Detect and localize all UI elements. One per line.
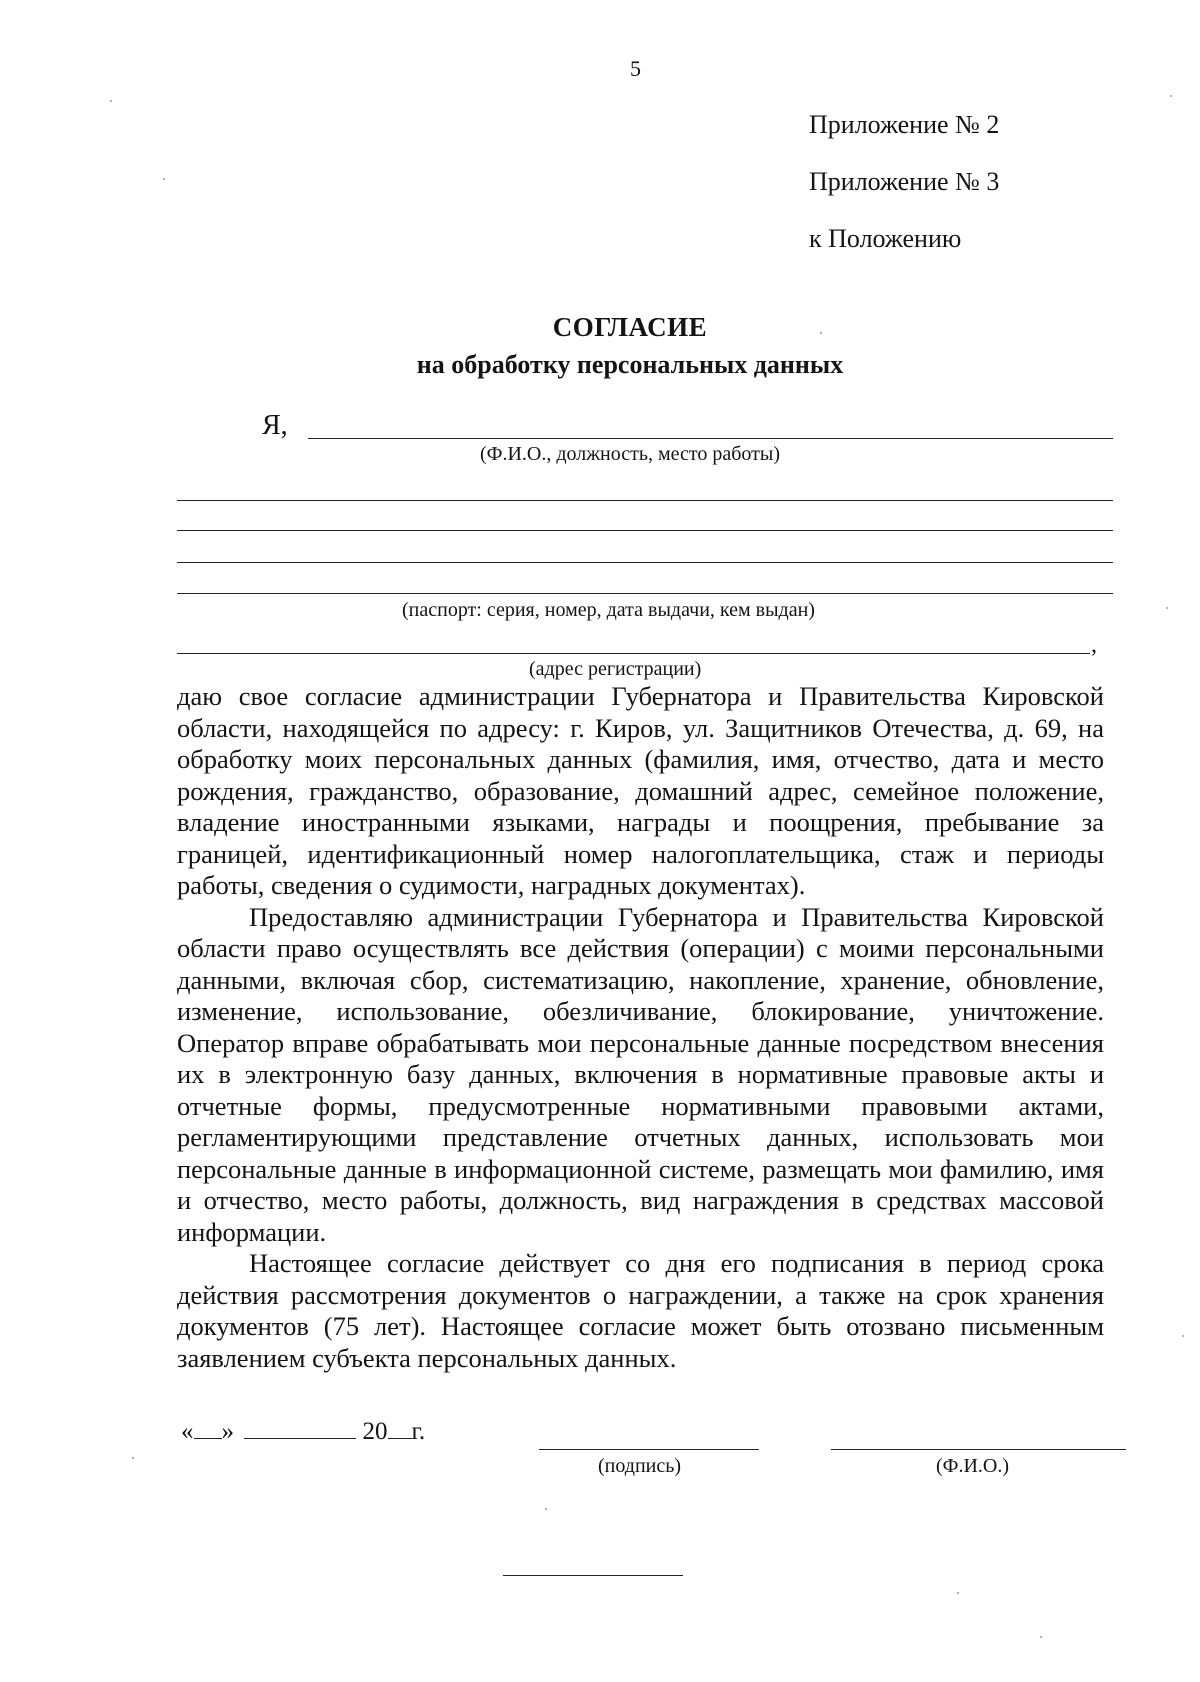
passport-line-1[interactable] [177,530,1113,531]
passport-line-3[interactable] [177,593,1113,594]
end-divider [503,1575,683,1576]
scan-speck [957,1592,959,1594]
consent-paragraph-2: Предоставляю администрации Губернатора и Правительства Кировской области право осуществлять все действия (операции) с моими персональными данными, включая сбор, систематизацию, накопление, хранение, обновление, изменение, использование, обезличивание, блокирование, уничтожение. Оператор вправе обрабатывать мои персональные данные посредством внесения их в электронную базу данных, включения в нормативные правовые акты и отчетные формы, предусмотренные нормативными правовыми актами, регламентирующими представление отчетных данных, использовать мои персональные данные в информационной системе, размещать мои фамилию, имя и отчество, место работы, должность, вид награждения в средствах массовой информации. [177,901,1104,1247]
month-blank[interactable] [244,1437,356,1439]
document-title: СОГЛАСИЕ [552,312,708,342]
fio-input-line[interactable] [308,438,1113,439]
appendix-line-1: Приложение № 2 [809,110,1000,139]
quote-open: « [181,1418,194,1445]
fio-continuation-line[interactable] [177,500,1113,501]
address-caption: (адрес регистрации) [529,658,702,680]
signature-fio-line[interactable] [831,1449,1126,1450]
year-suffix: г. [411,1418,426,1445]
quote-close: » [221,1418,234,1445]
passport-line-2[interactable] [177,562,1113,563]
scan-speck [1170,95,1172,97]
signature-caption: (подпись) [598,1455,682,1477]
year-blank[interactable] [388,1437,412,1439]
scan-speck [820,332,822,334]
consent-paragraph-1: даю свое согласие администрации Губернатора и Правительства Кировской области, находящейся по адресу: г. Киров, ул. Защитников Отечества, д. 69, на обработку моих персональных данных (фамилия, имя, отчество, дата и место рождения, гражданство, образование, домашний адрес, семейное положение, владение иностранными языками, награды и поощрения, пребывание за границей, идентификационный номер налогоплательщика, стаж и периоды работы, сведения о судимости, наградных документах). [177,681,1104,900]
appendix-line-3: к Положению [809,224,962,253]
address-line[interactable] [177,653,1090,654]
consent-body [177,681,1104,1374]
day-blank[interactable] [194,1437,222,1439]
signature-line[interactable] [539,1449,759,1450]
scan-speck [1182,1335,1184,1337]
page-number: 5 [630,56,641,81]
consent-paragraph-3: Настоящее согласие действует со дня его подписания в период срока действия рассмотрения документов о награждении, а также на срок хранения документов (75 лет). Настоящее согласие может быть отозвано письменным заявлением субъекта персональных данных. [177,1248,1104,1373]
document-subtitle: на обработку персональных данных [416,350,844,379]
scan-speck [1166,607,1168,609]
fio-caption: (Ф.И.О., должность, место работы) [479,443,780,465]
scan-speck [1040,1636,1042,1638]
date-field [181,1418,425,1446]
year-prefix: 20 [362,1418,388,1445]
scan-speck [163,178,165,180]
address-line-comma: , [1091,632,1097,658]
scan-speck [545,1508,547,1510]
scan-speck [132,1457,134,1459]
passport-caption: (паспорт: серия, номер, дата выдачи, кем выдан) [402,599,815,621]
scan-speck [110,100,112,102]
signature-fio-caption: (Ф.И.О.) [936,1455,1010,1477]
appendix-line-2: Приложение № 3 [809,167,1000,196]
ya-label: Я, [262,410,288,441]
